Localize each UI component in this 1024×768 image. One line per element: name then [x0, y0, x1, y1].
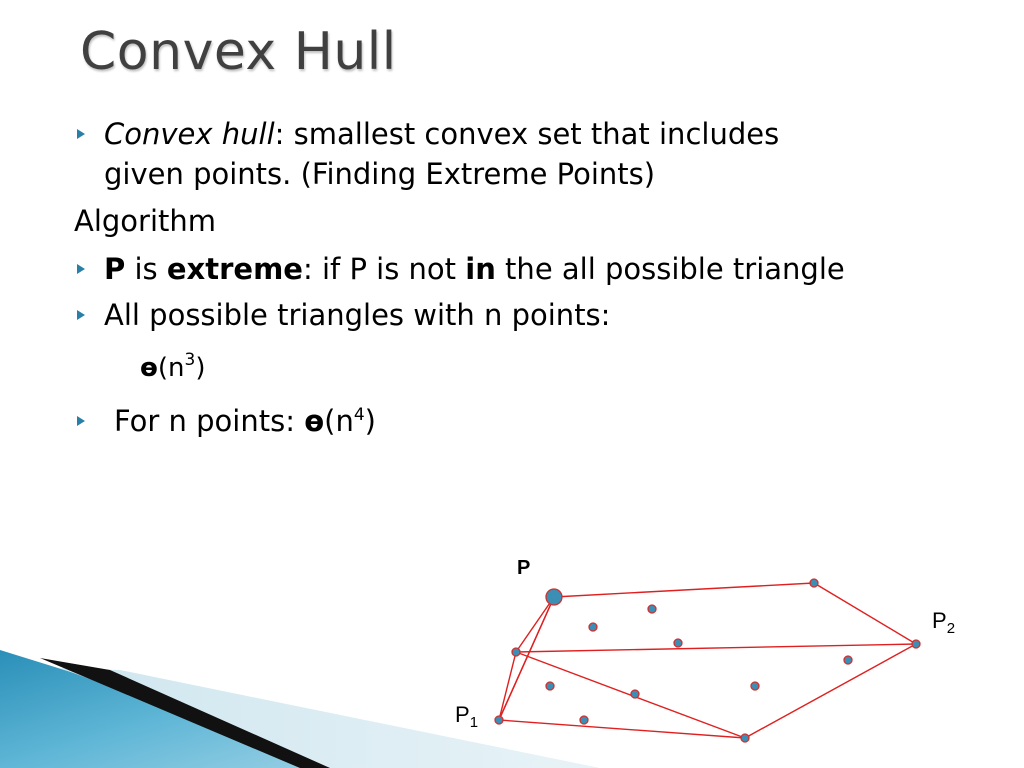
point	[512, 648, 520, 656]
for-n-points-text: For n points:	[114, 404, 305, 438]
point	[546, 682, 554, 690]
complexity-close: )	[364, 404, 376, 438]
text-is: is	[125, 252, 167, 286]
point	[810, 579, 818, 587]
point	[648, 605, 656, 613]
point-p1	[495, 716, 503, 724]
label-p1-text: P	[455, 702, 470, 727]
bullet-arrow-icon	[74, 259, 94, 283]
bullet-arrow-icon	[74, 124, 94, 148]
complexity-close: )	[195, 353, 206, 383]
point	[580, 716, 588, 724]
point-p	[546, 589, 562, 605]
point	[751, 682, 759, 690]
label-p2-text: P	[932, 608, 947, 633]
complexity-n3	[140, 348, 205, 388]
bullet-all-triangles: All possible triangles with n points:	[104, 298, 611, 332]
text-end: the all possible triangle	[495, 252, 845, 286]
label-p1	[455, 702, 479, 731]
point	[741, 734, 749, 742]
term-extreme: extreme	[166, 252, 303, 286]
exponent-4: 4	[353, 405, 365, 425]
point	[674, 639, 682, 647]
bullet1-rest: : smallest convex set that includes	[274, 117, 780, 151]
algorithm-heading: Algorithm	[74, 204, 217, 238]
theta-symbol: ɵ	[304, 404, 325, 438]
term-p: P	[104, 252, 126, 286]
term-convex-hull: Convex hull	[104, 117, 275, 151]
point	[631, 690, 639, 698]
label-p: P	[517, 557, 531, 579]
bullet-arrow-icon	[74, 411, 94, 435]
complexity-open: (n	[157, 353, 185, 383]
theta-symbol: ɵ	[140, 353, 158, 383]
exponent-3: 3	[184, 350, 196, 370]
bullet-convex-hull-line1	[104, 114, 779, 154]
bullet-extreme-definition	[104, 249, 845, 289]
label-p2-sub: 2	[946, 620, 956, 637]
hull-edges	[499, 583, 916, 738]
points	[495, 579, 920, 742]
bullet-convex-hull-line2: given points. (Finding Extreme Points)	[104, 157, 656, 191]
point-p2	[912, 640, 920, 648]
point	[589, 623, 597, 631]
bullet-arrow-icon	[74, 305, 94, 329]
text-mid: : if P is not	[302, 252, 466, 286]
bullet-for-n-points	[114, 401, 376, 441]
label-p2	[932, 608, 956, 637]
term-in: in	[465, 252, 496, 286]
slide-title: Convex Hull	[80, 22, 397, 82]
label-p1-sub: 1	[469, 714, 479, 731]
point	[844, 656, 852, 664]
complexity-open: (n	[324, 404, 354, 438]
